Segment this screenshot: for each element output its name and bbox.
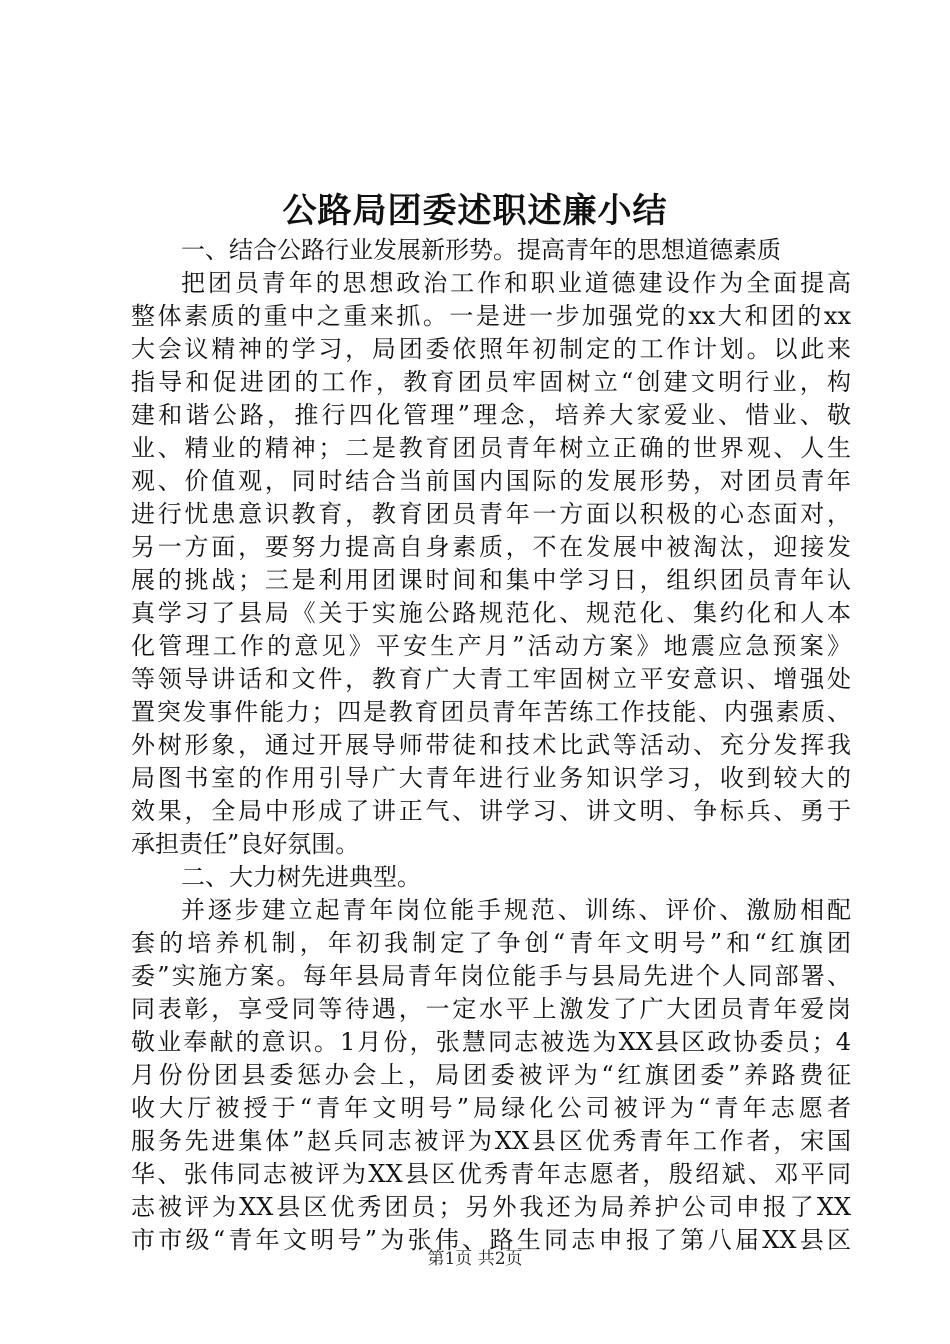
body-line: 华、张伟同志被评为XX县区优秀青年志愿者，殷绍斌、邓平同 <box>131 1160 851 1188</box>
body-line: 同表彰，享受同等待遇，一定水平上激发了广大团员青年爱岗 <box>131 995 851 1023</box>
body-line: 真学习了县局《关于实施公路规范化、规范化、集约化和人本 <box>131 599 851 627</box>
body-line: 等领导讲话和文件，教育广大青工牢固树立平安意识、增强处 <box>131 665 851 693</box>
body-line: 一、结合公路行业发展新形势。提高青年的思想道德素质 <box>181 236 781 264</box>
body-line: 大会议精神的学习，局团委依照年初制定的工作计划。以此来 <box>131 335 851 363</box>
body-line: 化管理工作的意见》平安生产月”活动方案》地震应急预案》 <box>131 632 851 660</box>
body-line: 效果，全局中形成了讲正气、讲学习、讲文明、争标兵、勇于 <box>131 797 851 825</box>
document-title: 公路局团委述职述廉小结 <box>282 191 668 231</box>
body-line: 承担责任”良好氛围。 <box>131 830 360 858</box>
body-line: 整体素质的重中之重来抓。一是进一步加强党的xx大和团的xx <box>131 302 851 330</box>
body-line: 外树形象，通过开展导师带徒和技术比武等活动、充分发挥我 <box>131 731 851 759</box>
body-line: 业、精业的精神；二是教育团员青年树立正确的世界观、人生 <box>131 434 851 462</box>
body-line: 套的培养机制，年初我制定了争创“青年文明号”和“红旗团 <box>131 929 851 957</box>
body-line: 指导和促进团的工作，教育团员牢固树立“创建文明行业，构 <box>131 368 851 396</box>
body-line: 观、价值观，同时结合当前国内国际的发展形势，对团员青年 <box>131 467 851 495</box>
body-line: 月份份团县委惩办会上，局团委被评为“红旗团委”养路费征 <box>131 1061 851 1089</box>
body-line: 建和谐公路，推行四化管理”理念，培养大家爱业、惜业、敬 <box>131 401 851 429</box>
body-line: 市市级“青年文明号”为张伟、路生同志申报了第八届XX县区 <box>131 1226 851 1254</box>
body-line: 收大厅被授于“青年文明号”局绿化公司被评为“青年志愿者 <box>131 1094 851 1122</box>
body-line: 进行忧患意识教育，教育团员青年一方面以积极的心态面对， <box>131 500 851 528</box>
body-line: 局图书室的作用引导广大青年进行业务知识学习，收到较大的 <box>131 764 851 792</box>
body-line: 委”实施方案。每年县局青年岗位能手与县局先进个人同部署、 <box>131 962 851 990</box>
body-line: 展的挑战；三是利用团课时间和集中学习日，组织团员青年认 <box>131 566 851 594</box>
body-line: 二、大力树先进典型。 <box>181 863 421 891</box>
page-footer: 第1页 共2页 <box>427 1249 523 1269</box>
body-line: 置突发事件能力；四是教育团员青年苦练工作技能、内强素质、 <box>131 698 851 726</box>
body-line: 把团员青年的思想政治工作和职业道德建设作为全面提高 <box>181 269 851 297</box>
body-line: 并逐步建立起青年岗位能手规范、训练、评价、激励相配 <box>181 896 851 924</box>
body-line: 敬业奉献的意识。1月份，张慧同志被选为XX县区政协委员；4 <box>131 1028 851 1056</box>
document-body <box>131 234 851 1257</box>
body-line: 另一方面，要努力提高自身素质，不在发展中被淘汰，迎接发 <box>131 533 851 561</box>
body-line: 志被评为XX县区优秀团员；另外我还为局养护公司申报了XX <box>131 1193 851 1221</box>
body-line: 服务先进集体”赵兵同志被评为XX县区优秀青年工作者，宋国 <box>131 1127 851 1155</box>
